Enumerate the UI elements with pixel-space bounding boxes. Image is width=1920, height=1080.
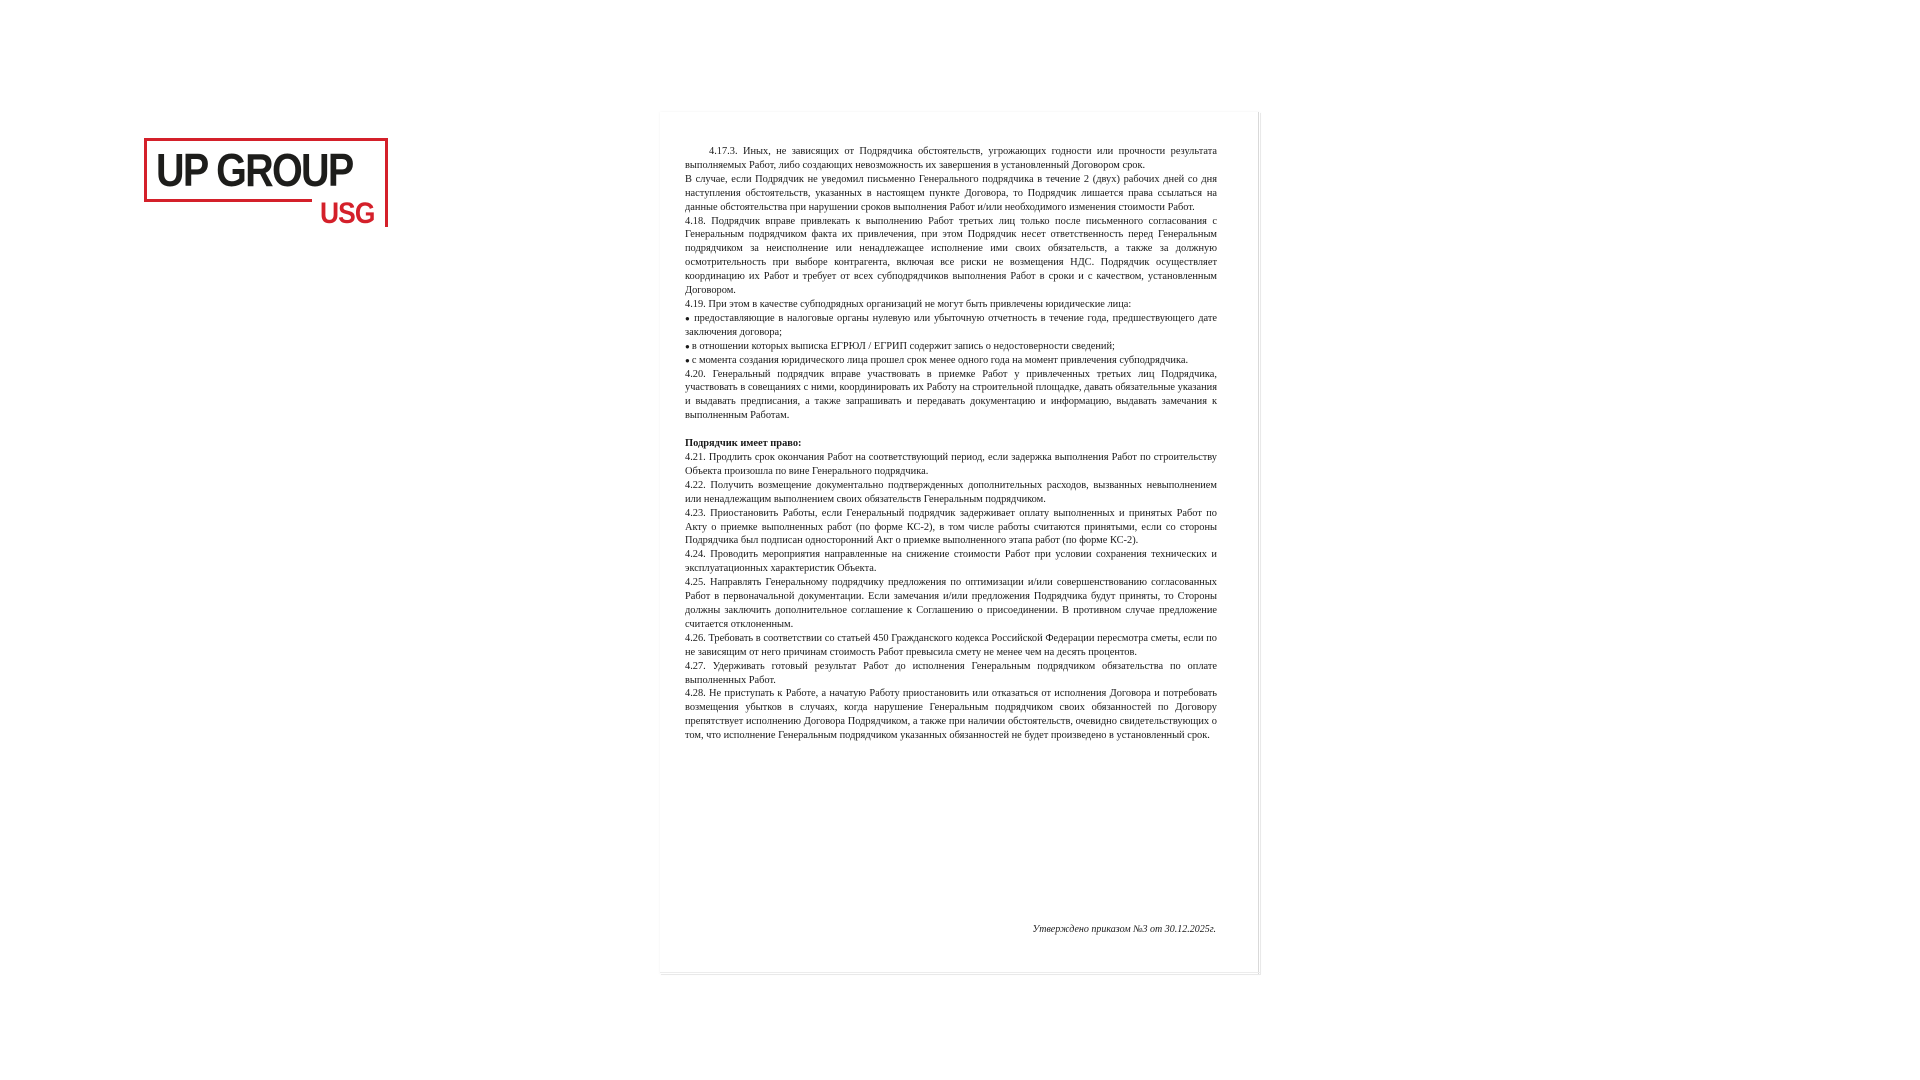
company-logo	[144, 138, 392, 230]
bullet-item: ● в отношении которых выписка ЕГРЮЛ / ЕГРИП содержит запись о недостоверности сведений;	[685, 340, 1217, 354]
paragraph: 4.17.3. Иных, не зависящих от Подрядчика обстоятельств, угрожающих годности или прочности результата выполняемых Работ, либо создающих невозможность их завершения в установленный Договором срок.	[685, 146, 1217, 171]
paragraph: 4.18. Подрядчик вправе привлекать к выполнению Работ третьих лиц только после письменного согласования с Генеральным подрядчиком факта их привлечения, при этом Подрядчик несет ответственность перед Генеральным подрядчиком за неисполнение или ненадлежащее исполнение ими своих обязательств, а также за должную осмотрительность при выборе контрагента, включая все риски не возмещения НДС. Подрядчик осуществляет координацию их Работ и требует от всех субподрядчиков выполнения Работ в сроки и с качеством, установленным Договором.	[685, 215, 1217, 297]
document-body	[685, 145, 1217, 743]
paragraph: 4.28. Не приступать к Работе, а начатую Работу приостановить или отказаться от исполнения Договора и потребовать возмещения убытков в случаях, когда нарушение Генеральным подрядчиком своих обязанностей по Договору препятствует исполнению Договора Подрядчиком, а также при наличии обстоятельств, очевидно свидетельствующих о том, что исполнение Генеральным подрядчиком указанных обязанностей не будет произведено в установленный срок.	[685, 688, 1217, 742]
logo-frame-right	[385, 199, 388, 227]
page-edge-bottom	[660, 972, 1260, 973]
paragraph: 4.26. Требовать в соответствии со статьей 450 Гражданского кодекса Российской Федерации пересмотра сметы, если по не зависящим от него причинам стоимость Работ превысила смету не менее чем на десять процентов.	[685, 632, 1217, 658]
logo-main-text: UP GROUP	[156, 144, 353, 196]
paragraph: 4.24. Проводить мероприятия направленные на снижение стоимости Работ при условии сохранения технических и эксплуатационных характеристик Объекта.	[685, 549, 1217, 575]
paragraph: В случае, если Подрядчик не уведомил письменно Генерального подрядчика в течение 2 (двух) рабочих дней со дня наступления обстоятельств, указанных в настоящем пункте Договора, то Подрядчик лишается права ссылаться на данные обстоятельства при нарушении сроков выполнения Работ и/или необходимого изменения стоимости Работ.	[685, 173, 1217, 213]
approval-note: Утверждено приказом №3 от 30.12.2025г.	[1032, 924, 1216, 935]
paragraph: 4.27. Удерживать готовый результат Работ до исполнения Генеральным подрядчиком обязательства по оплате выполненных Работ.	[685, 660, 1217, 686]
paragraph: 4.22. Получить возмещение документально подтвержденных дополнительных расходов, вызванных невыполнением или ненадлежащим выполнением своих обязательств Генеральным подрядчиком.	[685, 479, 1217, 505]
paragraph: 4.25. Направлять Генеральному подрядчику предложения по оптимизации и/или совершенствованию согласованных Работ в первоначальной документации. Если замечания и/или предложения Подрядчика будут приняты, то Стороны должны заключить дополнительное соглашение к Соглашению о присоединении. В противном случае предложение считается отклоненным.	[685, 577, 1217, 630]
section-heading: Подрядчик имеет право:	[685, 438, 802, 450]
paragraph: 4.23. Приостановить Работы, если Генеральный подрядчик задерживает оплату выполненных и принятых Работ по Акту о приемке выполненных работ (по форме КС-2), в том числе работы считаются принятыми, если со стороны Подрядчика был подписан односторонний Акт о приемке выполненного этапа работ (по форме КС-2).	[685, 507, 1217, 547]
paragraph: 4.21. Продлить срок окончания Работ на соответствующий период, если задержка выполнения Работ по строительству Объекта произошла по вине Генерального подрядчика.	[685, 452, 1217, 477]
logo-frame-bottom	[144, 199, 312, 202]
bullet-item: ● предоставляющие в налоговые органы нулевую или убыточную отчетность в течение года, предшествующего дате заключения договора;	[685, 312, 1217, 340]
spacer	[685, 423, 1217, 437]
logo-sub-text: USG	[320, 197, 375, 230]
page-edge-right	[1258, 112, 1259, 974]
bullet-item: ● с момента создания юридического лица прошел срок менее одного года на момент привлечения субподрядчика.	[685, 354, 1217, 368]
paragraph: 4.20. Генеральный подрядчик вправе участвовать в приемке Работ у привлеченных третьих лиц Подрядчика, участвовать в совещаниях с ними, координировать их Работу на строительной площадке, давать обязательные указания и выдавать предписания, а также запрашивать и передавать документацию и информацию, выдавать замечания к выполненным Работам.	[685, 368, 1217, 422]
paragraph: 4.19. При этом в качестве субподрядных организаций не могут быть привлечены юридические лица:	[685, 298, 1132, 310]
